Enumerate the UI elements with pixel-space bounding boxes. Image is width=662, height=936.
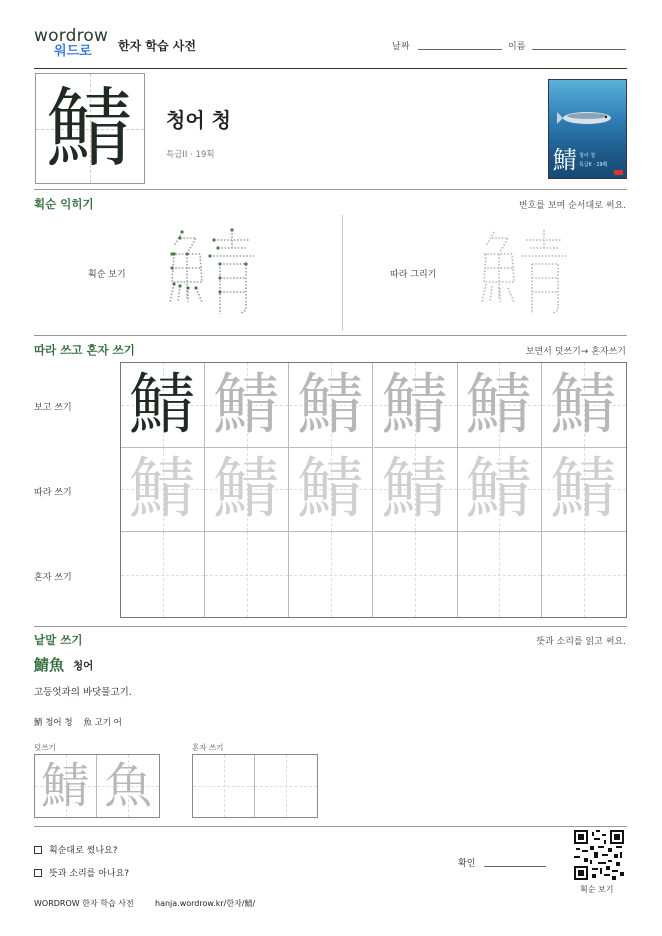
wordrow-logo — [34, 27, 114, 63]
section-divider — [34, 335, 627, 336]
practice-cell[interactable] — [542, 448, 626, 533]
checklist-item[interactable]: 획순대로 썼나요? — [34, 843, 118, 856]
word-trace-grid[interactable] — [34, 754, 160, 818]
practice-character: 鯖 — [129, 365, 196, 443]
stroke-trace-label: 따라 그리기 — [390, 270, 437, 280]
logo-wordmark: wordrow — [34, 26, 109, 46]
row-label-alone: 혼자 쓰기 — [34, 573, 72, 583]
word-alone-label: 혼자 쓰기 — [192, 743, 224, 752]
practice-character: 鯖 — [297, 450, 364, 528]
book-title: 청어 청 — [579, 153, 596, 159]
checkbox[interactable] — [34, 869, 42, 877]
word-hanja: 鯖魚 — [34, 656, 65, 674]
section-divider — [34, 626, 627, 627]
practice-cell[interactable] — [374, 448, 458, 533]
practice-cell[interactable] — [374, 363, 458, 448]
row-label-trace: 따라 쓰기 — [34, 488, 72, 498]
section-divider — [34, 189, 627, 190]
word-alone-grid[interactable] — [192, 754, 318, 818]
footer-brand: WORDROW 한자 학습 사전 — [34, 899, 134, 908]
stroke-order-title: 획순 익히기 — [34, 197, 94, 211]
practice-character: 鯖 — [382, 450, 449, 528]
stroke-order-diagram — [162, 222, 262, 322]
practice-cell[interactable] — [542, 363, 626, 448]
row-label-look: 보고 쓰기 — [34, 403, 72, 413]
section-divider — [34, 826, 627, 827]
practice-cell[interactable] — [121, 532, 205, 617]
header-divider — [34, 68, 627, 69]
checklist-item[interactable]: 뜻과 소리를 아나요? — [34, 866, 129, 879]
confirm-field-line — [484, 866, 546, 867]
stroke-section-divider — [342, 215, 343, 331]
character-name: 청어 청 — [166, 108, 231, 132]
main-character-box — [35, 73, 145, 184]
practice-cell[interactable] — [205, 532, 289, 617]
practice-cell[interactable] — [289, 532, 373, 617]
name-label: 이름 — [508, 42, 526, 52]
checkbox[interactable] — [34, 846, 42, 854]
practice-cell[interactable] — [458, 448, 542, 533]
practice-character: 鯖 — [466, 365, 533, 443]
main-character: 鯖 — [47, 78, 133, 179]
practice-grid[interactable] — [120, 362, 627, 618]
practice-character: 鯖 — [213, 450, 280, 528]
practice-title: 따라 쓰고 혼자 쓰기 — [34, 343, 135, 357]
book-character: 鯖 — [553, 146, 577, 174]
book-subtitle: 특급II · 19획 — [579, 162, 608, 168]
practice-character: 鯖 — [213, 365, 280, 443]
logo-korean: 워드로 — [54, 44, 92, 59]
word-title: 낱말 쓰기 — [34, 633, 83, 647]
practice-cell[interactable] — [205, 448, 289, 533]
practice-character: 鯖 — [550, 450, 617, 528]
fish-icon — [557, 108, 617, 128]
name-field-line — [532, 49, 626, 50]
word-breakdown: 鯖 청어 청 魚 고기 어 — [34, 718, 122, 728]
footer-url[interactable]: hanja.wordrow.kr/한자/鯖/ — [155, 899, 256, 908]
practice-cell[interactable] — [458, 363, 542, 448]
qr-label: 획순 보기 — [580, 885, 614, 894]
character-grade: 특급II · 19획 — [166, 150, 215, 160]
stroke-view-label: 획순 보기 — [88, 270, 126, 280]
practice-character: 鯖 — [466, 450, 533, 528]
practice-character: 鯖 — [297, 365, 364, 443]
book-cover-image — [548, 79, 627, 179]
word-hint: 뜻과 소리를 읽고 써요. — [536, 637, 626, 647]
practice-cell[interactable] — [205, 363, 289, 448]
word-reading: 청어 — [73, 660, 94, 672]
practice-cell[interactable] — [121, 363, 205, 448]
practice-cell[interactable] — [374, 532, 458, 617]
practice-cell[interactable] — [121, 448, 205, 533]
confirm-label: 확인 — [458, 859, 476, 869]
practice-cell[interactable] — [458, 532, 542, 617]
practice-cell[interactable] — [289, 448, 373, 533]
practice-hint: 보면서 덧쓰기→ 혼자쓰기 — [525, 347, 626, 357]
word-trace-char: 鯖 — [41, 758, 90, 814]
book-badge — [614, 170, 623, 175]
practice-character: 鯖 — [550, 365, 617, 443]
app-title: 한자 학습 사전 — [118, 39, 196, 53]
stroke-order-hint: 번호를 보며 순서대로 써요. — [518, 201, 626, 211]
practice-cell[interactable] — [542, 532, 626, 617]
word-meaning: 고등엇과의 바닷물고기. — [34, 687, 132, 698]
practice-character: 鯖 — [129, 450, 196, 528]
date-field-line — [418, 49, 502, 50]
practice-cell[interactable] — [289, 363, 373, 448]
word-trace-char: 魚 — [103, 758, 152, 814]
practice-character: 鯖 — [382, 365, 449, 443]
date-label: 날짜 — [392, 42, 410, 52]
word-trace-label: 덧쓰기 — [34, 743, 56, 752]
stroke-trace-diagram[interactable] — [474, 222, 574, 322]
qr-code-icon[interactable] — [574, 830, 624, 880]
